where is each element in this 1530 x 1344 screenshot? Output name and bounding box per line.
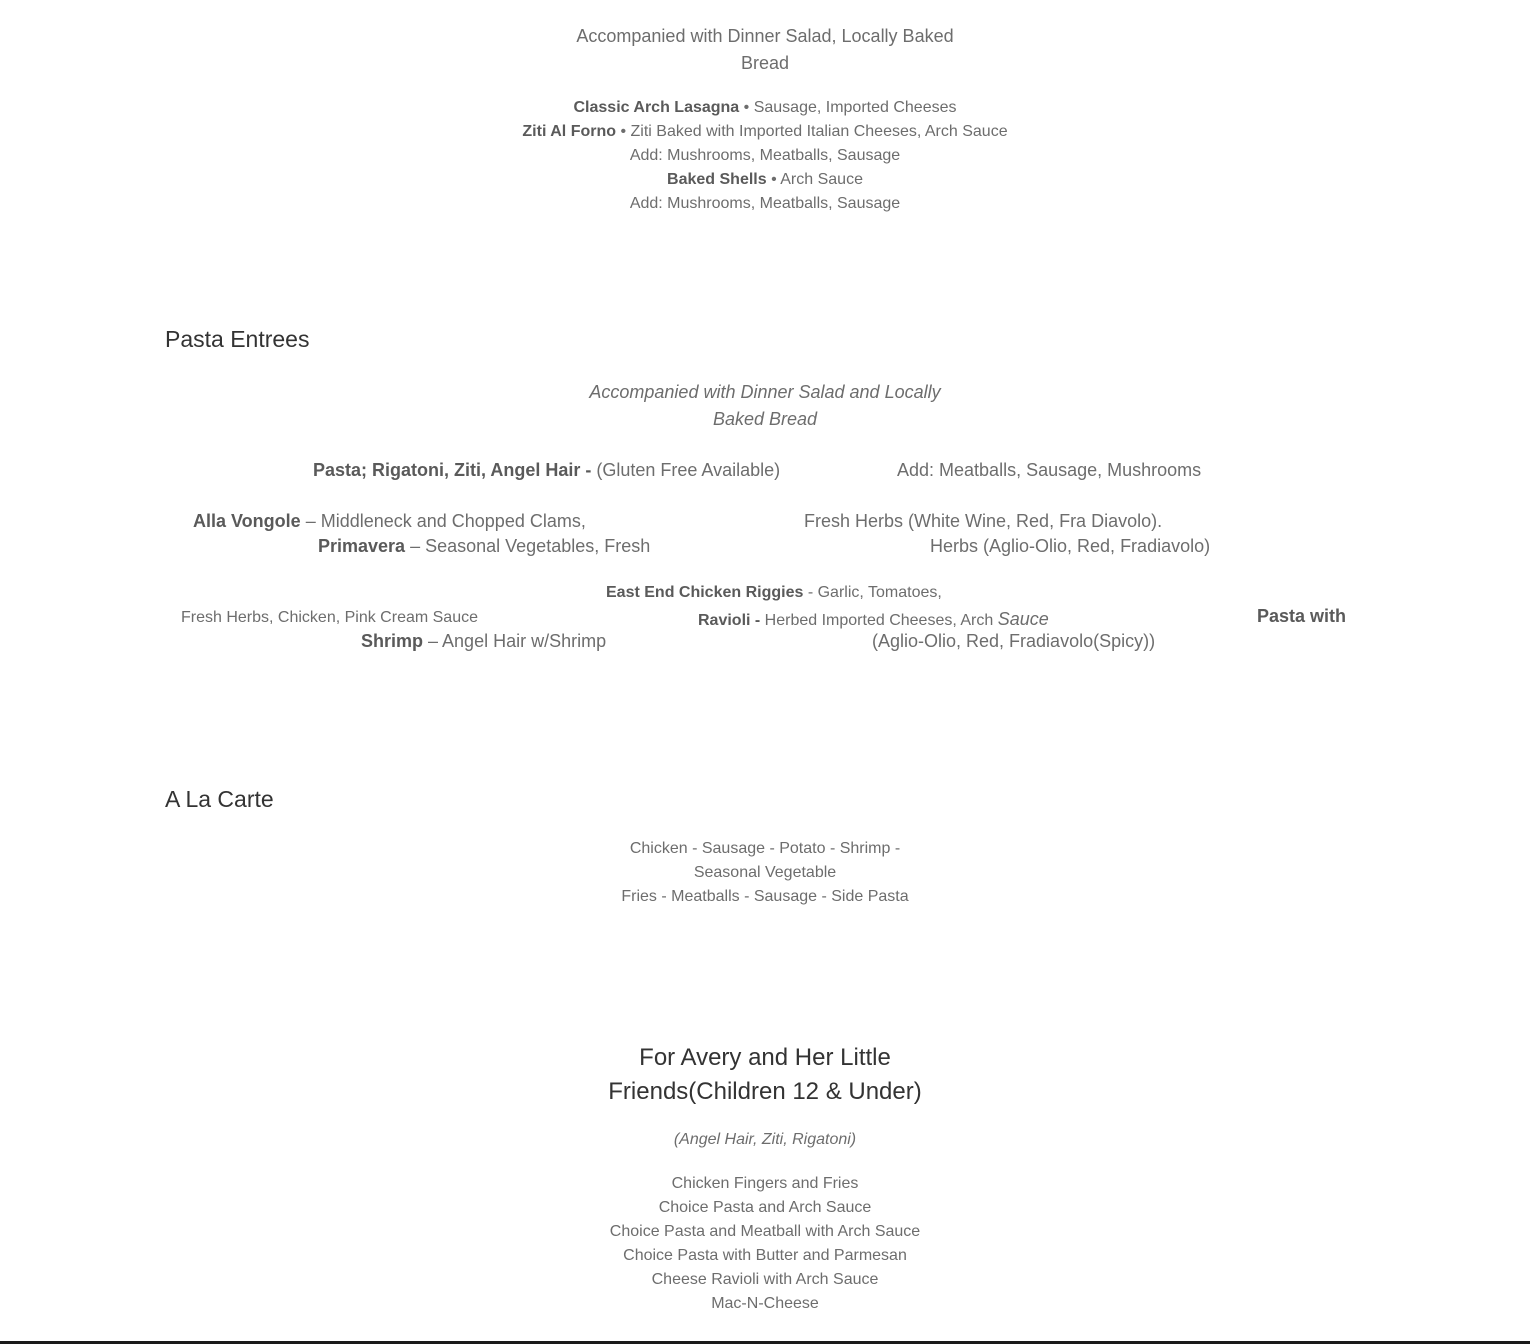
menu-item xyxy=(0,96,1530,120)
menu-item-desc: – Seasonal Vegetables, Fresh xyxy=(405,536,651,556)
menu-item-addon: Add: Mushrooms, Meatballs, Sausage xyxy=(629,147,901,164)
pasta-choice xyxy=(313,460,780,481)
menu-item-riggies-cont: Fresh Herbs, Chicken, Pink Cream Sauce xyxy=(181,609,478,626)
menu-item-desc: – Angel Hair w/Shrimp xyxy=(423,631,607,651)
kids-title-line1: For Avery and Her Little xyxy=(639,1044,891,1071)
menu-item-shrimp xyxy=(361,631,606,652)
baked-intro xyxy=(0,23,1530,77)
kids-menu-list xyxy=(0,1172,1530,1316)
menu-item xyxy=(0,168,1530,192)
baked-intro-line1: Accompanied with Dinner Salad, Locally Baked xyxy=(576,26,954,46)
pasta-choice-label: Pasta; Rigatoni, Ziti, Angel Hair - xyxy=(313,460,592,480)
menu-item-vongole-cont: Fresh Herbs (White Wine, Red, Fra Diavolo). xyxy=(804,511,1163,531)
list-item: Choice Pasta with Butter and Parmesan xyxy=(623,1247,907,1264)
pasta-choice-note: (Gluten Free Available) xyxy=(591,460,781,480)
menu-item xyxy=(0,120,1530,144)
menu-item-ravioli xyxy=(698,609,1049,630)
menu-item-name: Shrimp xyxy=(361,631,424,651)
alacarte-line: Fries - Meatballs - Sausage - Side Pasta xyxy=(621,888,909,905)
baked-menu-list xyxy=(0,96,1530,216)
menu-item-name: Baked Shells xyxy=(667,171,767,188)
section-title-alacarte: A La Carte xyxy=(165,786,274,812)
baked-intro-line2: Bread xyxy=(740,53,790,73)
alacarte-line: Chicken - Sausage - Potato - Shrimp - xyxy=(629,840,901,857)
menu-item-desc: • Ziti Baked with Imported Italian Cheeses, Arch Sauce xyxy=(616,123,1008,140)
list-item: Mac-N-Cheese xyxy=(711,1295,819,1312)
menu-item-desc: • Sausage, Imported Cheeses xyxy=(739,99,957,116)
menu-item-desc: Herbed Imported Cheeses, Arch xyxy=(760,612,998,629)
menu-item-primavera xyxy=(318,536,650,557)
menu-item-desc: – Middleneck and Chopped Clams, xyxy=(300,511,586,531)
menu-item-name: Ravioli - xyxy=(698,612,761,629)
list-item: Choice Pasta and Meatball with Arch Sauce xyxy=(609,1223,921,1240)
list-item: Choice Pasta and Arch Sauce xyxy=(658,1199,872,1216)
menu-item-primavera-cont: Herbs (Aglio-Olio, Red, Fradiavolo) xyxy=(930,536,1211,556)
menu-item-name: Classic Arch Lasagna xyxy=(573,99,740,116)
alacarte-line: Seasonal Vegetable xyxy=(693,864,837,881)
menu-item-riggies xyxy=(606,584,942,602)
menu-item-shrimp-name-a xyxy=(1257,606,1346,627)
menu-item-vongole xyxy=(193,511,586,532)
pasta-intro xyxy=(0,379,1530,433)
menu-item-desc-sauce: Sauce xyxy=(997,609,1049,629)
pasta-intro-line1: Accompanied with Dinner Salad and Locally xyxy=(589,382,941,402)
section-title-pasta: Pasta Entrees xyxy=(165,326,310,352)
menu-item-name: Primavera xyxy=(318,536,406,556)
menu-item-name: East End Chicken Riggies xyxy=(606,584,804,601)
menu-item-name: Alla Vongole xyxy=(193,511,301,531)
menu-item-name: Pasta with xyxy=(1257,606,1347,626)
pasta-intro-line2: Baked Bread xyxy=(712,409,818,429)
kids-title xyxy=(0,1041,1530,1109)
kids-subtitle: (Angel Hair, Ziti, Rigatoni) xyxy=(673,1131,857,1148)
menu-item-desc: • Arch Sauce xyxy=(766,171,863,188)
pasta-add-note: Add: Meatballs, Sausage, Mushrooms xyxy=(897,460,1202,480)
menu-item-desc: - Garlic, Tomatoes, xyxy=(803,584,942,601)
menu-item-addon: Add: Mushrooms, Meatballs, Sausage xyxy=(629,195,901,212)
kids-title-line2: Friends(Children 12 & Under) xyxy=(608,1078,922,1105)
list-item: Chicken Fingers and Fries xyxy=(671,1175,859,1192)
alacarte-list xyxy=(0,837,1530,909)
list-item: Cheese Ravioli with Arch Sauce xyxy=(651,1271,879,1288)
menu-item-name: Ziti Al Forno xyxy=(522,123,617,140)
menu-item-shrimp-cont: (Aglio-Olio, Red, Fradiavolo(Spicy)) xyxy=(872,631,1156,651)
